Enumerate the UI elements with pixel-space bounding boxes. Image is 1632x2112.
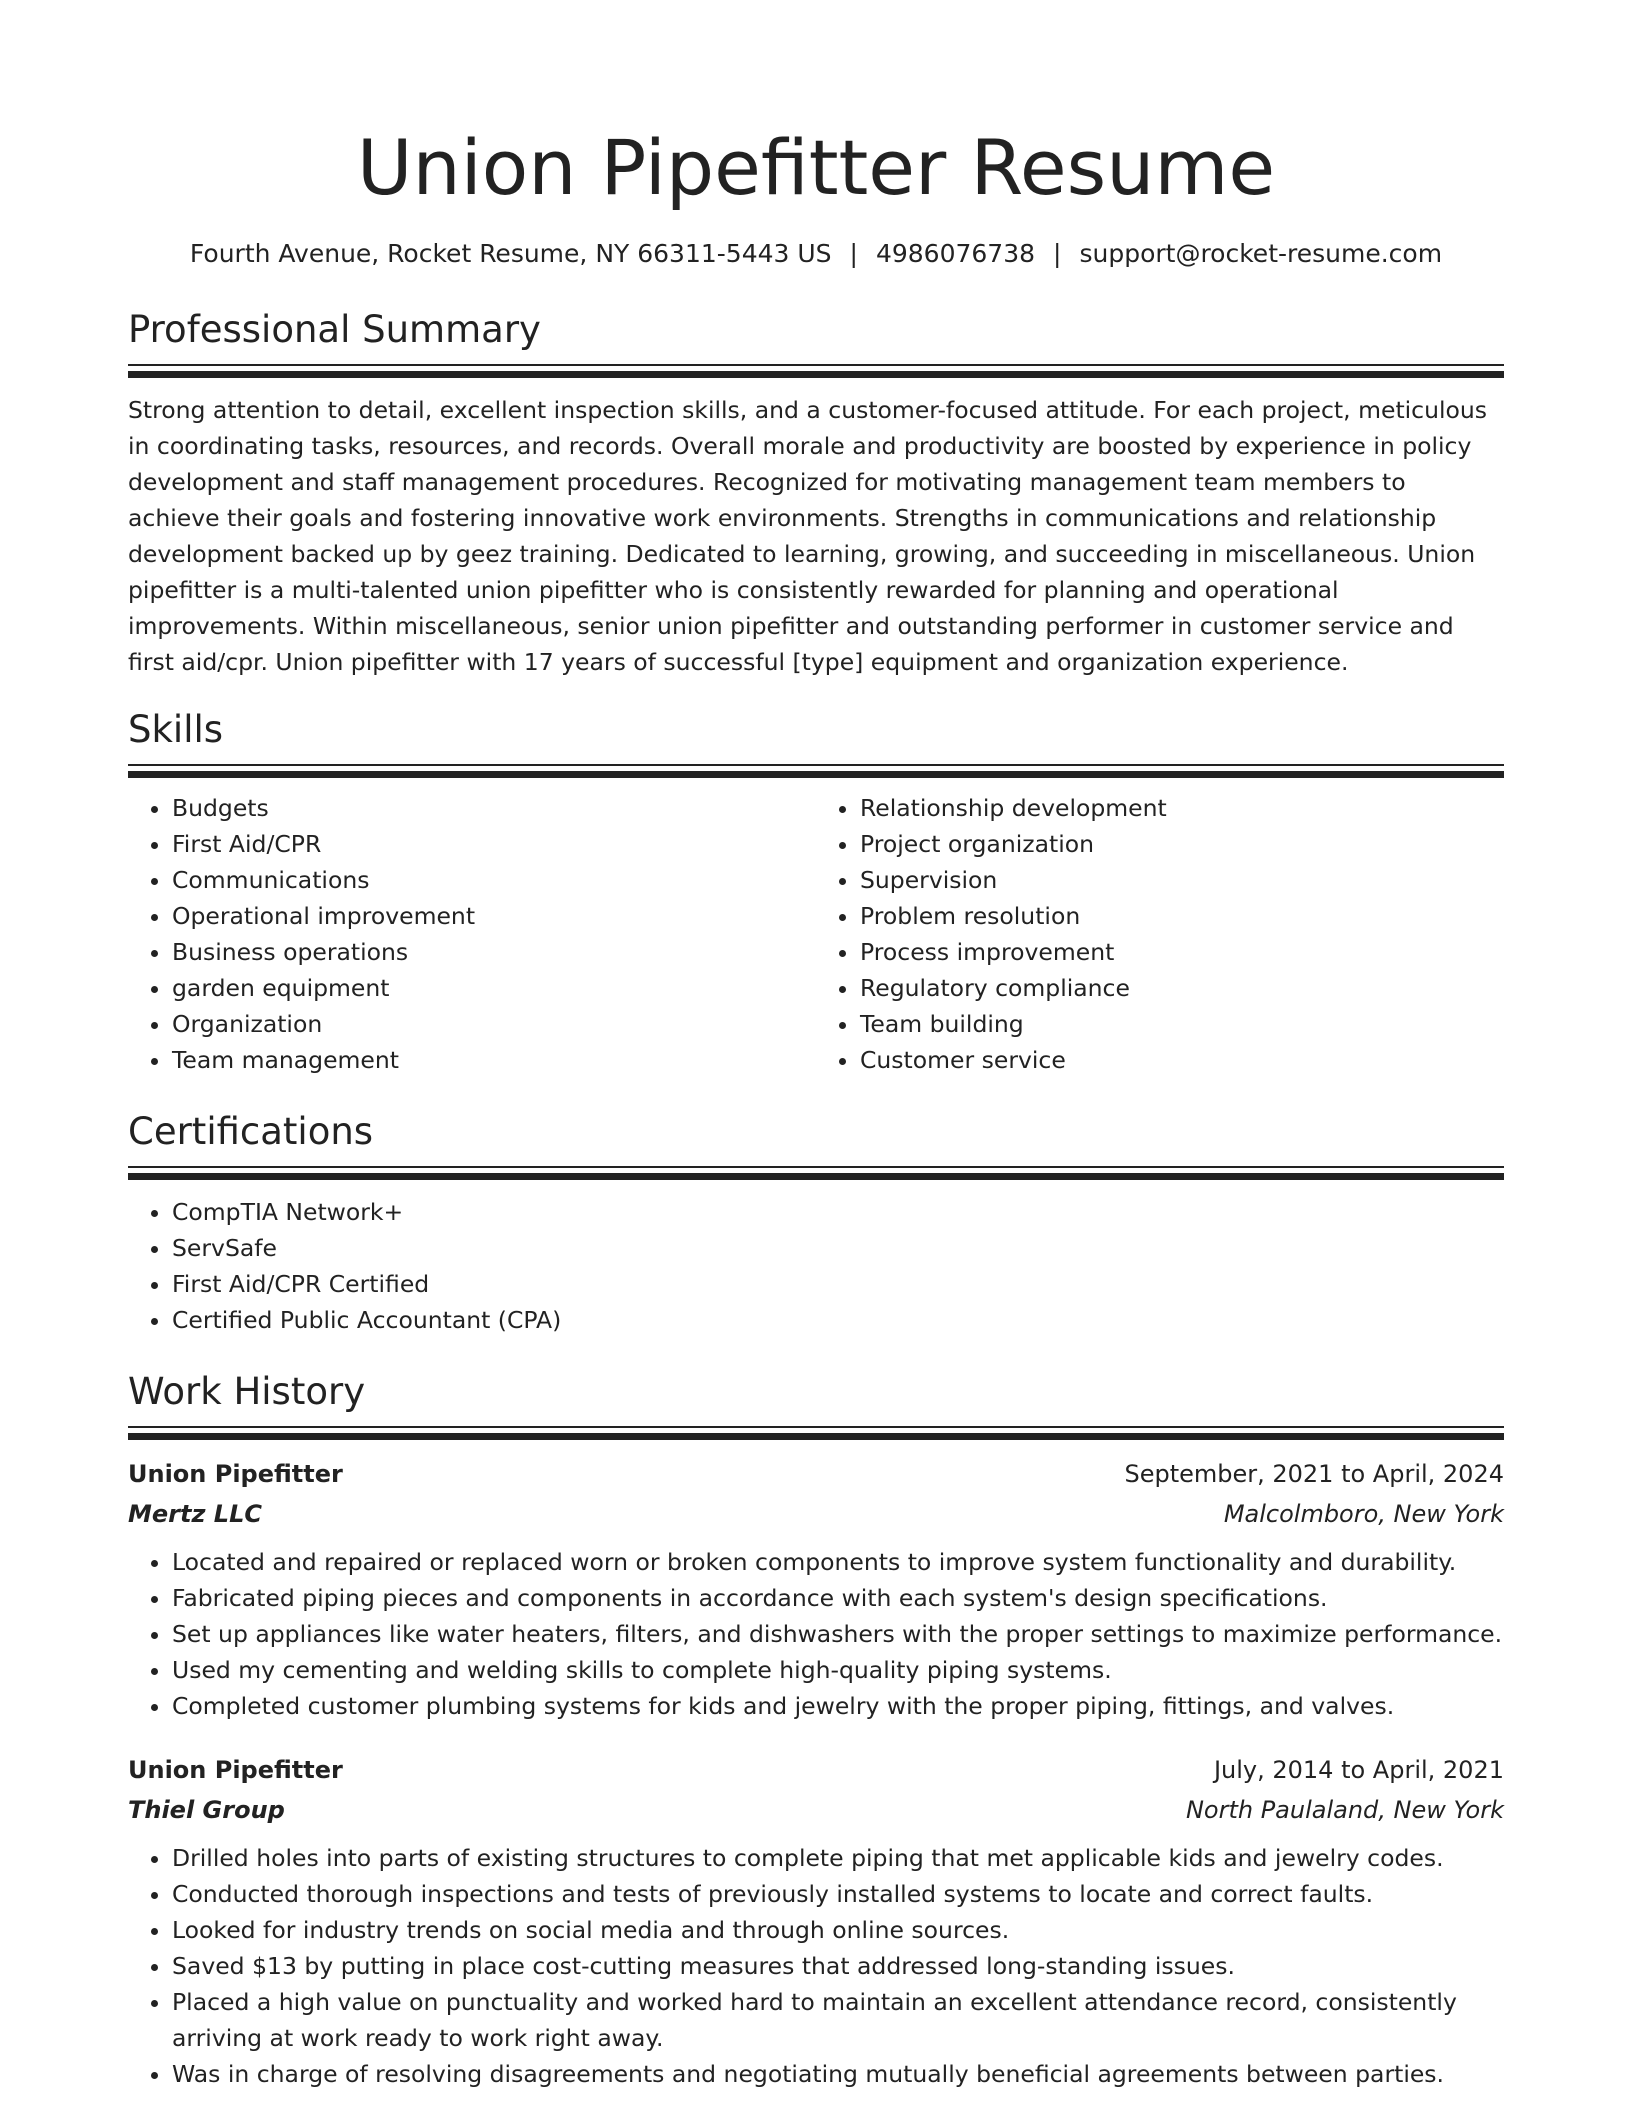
job-dates: July, 2014 to April, 2021 xyxy=(1213,1756,1504,1784)
job-bullets xyxy=(128,1840,1504,2092)
certifications-list xyxy=(128,1194,1504,1338)
skill-item: • Relationship development xyxy=(860,790,1504,826)
section-title-summary: Professional Summary xyxy=(128,308,541,351)
job-subheader xyxy=(128,1494,1504,1534)
certification-item: • ServSafe xyxy=(172,1230,1504,1266)
job-bullet: • Saved $13 by putting in place cost-cutting measures that addressed long-standing issues. xyxy=(172,1948,1504,1984)
skills-columns xyxy=(128,790,1504,1078)
job-bullet: • Conducted thorough inspections and tests of previously installed systems to locate and correct faults. xyxy=(172,1876,1504,1912)
job-bullet: • Looked for industry trends on social media and through online sources. xyxy=(172,1912,1504,1948)
skill-item: • Team management xyxy=(172,1042,816,1078)
skill-item: • Budgets xyxy=(172,790,816,826)
job-location: North Paulaland, New York xyxy=(1185,1796,1504,1824)
section-title-certifications: Certifications xyxy=(128,1110,374,1153)
section-rule-thick xyxy=(128,1173,1504,1180)
summary-section xyxy=(128,306,1504,680)
resume-title: Union Pipefitter Resume xyxy=(356,123,1276,212)
skill-item: • Project organization xyxy=(860,826,1504,862)
job-bullet: • Was in charge of resolving disagreements and negotiating mutually beneficial agreements between parties. xyxy=(172,2056,1504,2092)
certifications-section xyxy=(128,1108,1504,1338)
section-title-work: Work History xyxy=(128,1370,366,1413)
skill-item: • Customer service xyxy=(860,1042,1504,1078)
skill-item: • Regulatory compliance xyxy=(860,970,1504,1006)
section-rule-thick xyxy=(128,1433,1504,1440)
job-header xyxy=(128,1454,1504,1494)
contact-separator: | xyxy=(1053,239,1062,268)
job-bullet: • Drilled holes into parts of existing structures to complete piping that met applicable kids and jewelry codes. xyxy=(172,1840,1504,1876)
section-rule xyxy=(128,1426,1504,1428)
contact-line xyxy=(128,236,1504,272)
job-company: Thiel Group xyxy=(128,1796,285,1824)
job-title: Union Pipefitter xyxy=(128,1756,343,1784)
job-bullet: • Fabricated piping pieces and components in accordance with each system's design specifications. xyxy=(172,1580,1504,1616)
skill-item: • Team building xyxy=(860,1006,1504,1042)
job-subheader xyxy=(128,1790,1504,1830)
job-bullet: • Set up appliances like water heaters, filters, and dishwashers with the proper settings to maximize performance. xyxy=(172,1616,1504,1652)
job-company: Mertz LLC xyxy=(128,1500,262,1528)
job-entry xyxy=(128,1750,1504,2092)
job-bullet: • Placed a high value on punctuality and worked hard to maintain an excellent attendance record, consistently arriving at work ready to work right away. xyxy=(172,1984,1504,2056)
certification-item: • First Aid/CPR Certified xyxy=(172,1266,1504,1302)
skill-item: • Operational improvement xyxy=(172,898,816,934)
section-rule-thick xyxy=(128,771,1504,778)
skill-item: • Process improvement xyxy=(860,934,1504,970)
job-bullet: • Located and repaired or replaced worn or broken components to improve system functionality and durability. xyxy=(172,1544,1504,1580)
contact-phone: 4986076738 xyxy=(875,239,1036,268)
skill-item: • Problem resolution xyxy=(860,898,1504,934)
job-location: Malcolmboro, New York xyxy=(1223,1500,1504,1528)
skill-item: • Communications xyxy=(172,862,816,898)
contact-email: support@rocket-resume.com xyxy=(1079,239,1443,268)
skill-item: • Business operations xyxy=(172,934,816,970)
skill-item: • Organization xyxy=(172,1006,816,1042)
skills-list-left xyxy=(128,790,816,1078)
skill-item: • Supervision xyxy=(860,862,1504,898)
job-bullet: • Completed customer plumbing systems for kids and jewelry with the proper piping, fittings, and valves. xyxy=(172,1688,1504,1724)
skills-list-right xyxy=(816,790,1504,1078)
skills-section xyxy=(128,706,1504,1078)
section-rule-thick xyxy=(128,371,1504,378)
summary-text: Strong attention to detail, excellent inspection skills, and a customer-focused attitude. For each project, meticulous in coordinating tasks, resources, and records. Overall morale and productivity are boosted by experience in policy development and staff management procedures. Recognized for motivating management team members to achieve their goals and fostering innovative work environments. Strengths in communications and relationship development backed up by geez training. Dedicated to learning, growing, and succeeding in miscellaneous. Union pipefitter is a multi-talented union pipefitter who is consistently rewarded for planning and operational improvements. Within miscellaneous, senior union pipefitter and outstanding performer in customer service and first aid/cpr. Union pipefitter with 17 years of successful [type] equipment and organization experience. xyxy=(128,396,1488,676)
contact-separator: | xyxy=(849,239,858,268)
job-title: Union Pipefitter xyxy=(128,1460,343,1488)
resume-page xyxy=(128,118,1504,2092)
job-bullet: • Used my cementing and welding skills to complete high-quality piping systems. xyxy=(172,1652,1504,1688)
certification-item: • Certified Public Accountant (CPA) xyxy=(172,1302,1504,1338)
job-bullets xyxy=(128,1544,1504,1724)
certification-item: • CompTIA Network+ xyxy=(172,1194,1504,1230)
job-entry xyxy=(128,1454,1504,1724)
section-rule xyxy=(128,364,1504,366)
section-rule xyxy=(128,1166,1504,1168)
job-header xyxy=(128,1750,1504,1790)
skill-item: • garden equipment xyxy=(172,970,816,1006)
section-title-skills: Skills xyxy=(128,708,224,751)
skill-item: • First Aid/CPR xyxy=(172,826,816,862)
work-section xyxy=(128,1368,1504,2092)
contact-address: Fourth Avenue, Rocket Resume, NY 66311-5443 US xyxy=(189,239,832,268)
section-rule xyxy=(128,764,1504,766)
job-dates: September, 2021 to April, 2024 xyxy=(1124,1460,1504,1488)
